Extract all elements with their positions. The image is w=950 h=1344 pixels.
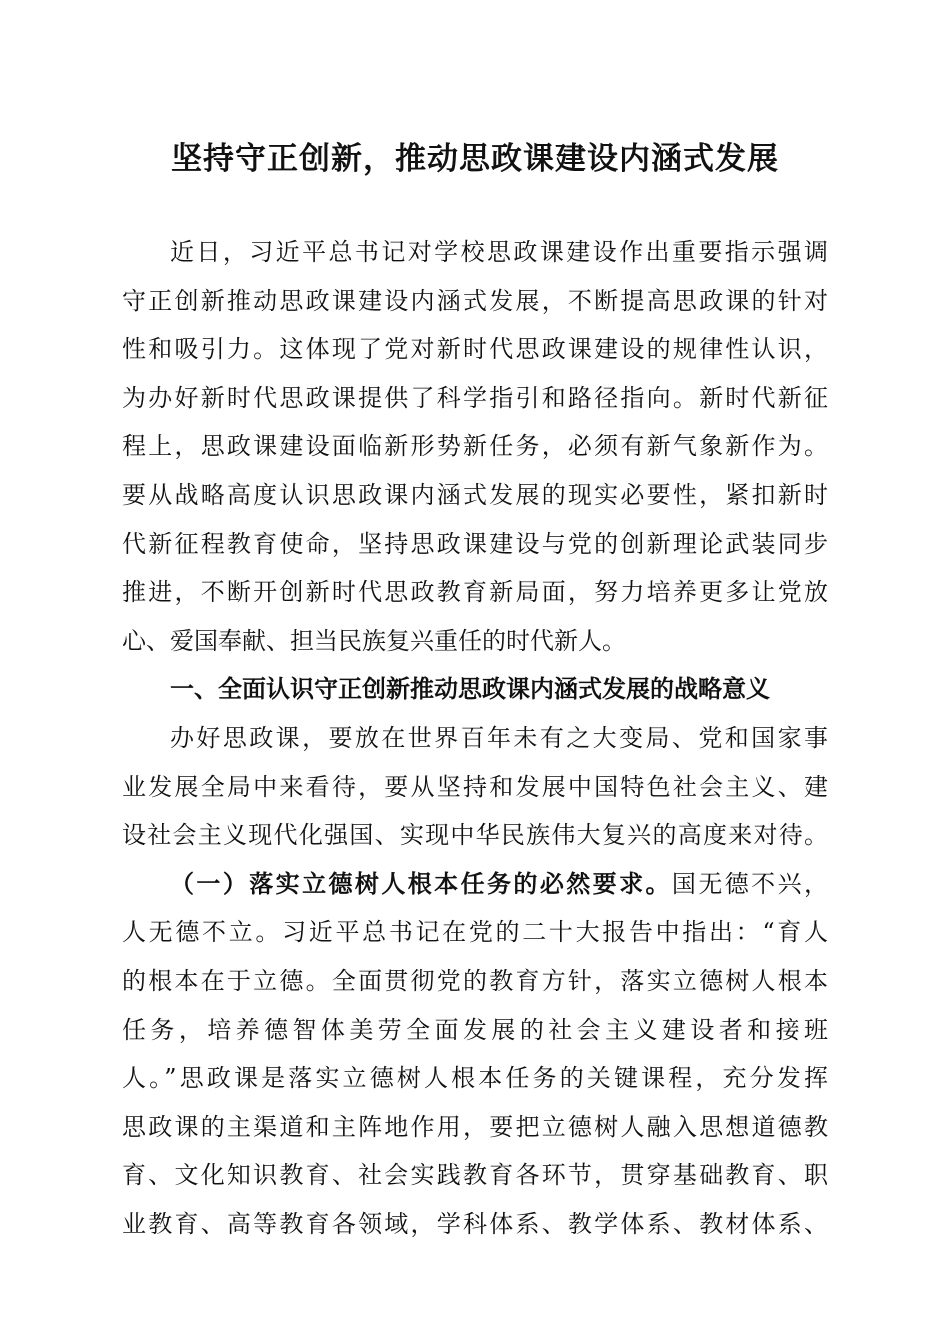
paragraph-2-line: 办好思政课，要放在世界百年未有之大变局、党和国家事 — [170, 723, 828, 752]
paragraph-2-line: 设社会主义现代化强国、实现中华民族伟大复兴的高度来对待。 — [122, 821, 828, 850]
paragraph-3-first-line — [122, 860, 828, 909]
paragraph-3-line: 育、文化知识教育、社会实践教育各环节，贯穿基础教育、职 — [122, 1161, 828, 1190]
paragraph-3-first-text: 国无德不兴， — [671, 869, 828, 898]
document-body — [122, 228, 828, 1248]
paragraph-1-line: 守正创新推动思政课建设内涵式发展，不断提高思政课的针对 — [122, 286, 828, 315]
paragraph-3-line: 任务，培养德智体美劳全面发展的社会主义建设者和接班 — [122, 1015, 828, 1044]
paragraph-3-line: 思政课的主渠道和主阵地作用，要把立德树人融入思想道德教 — [122, 1112, 828, 1141]
section-heading-1: 一、全面认识守正创新推动思政课内涵式发展的战略意义 — [170, 674, 770, 704]
document-title: 坚持守正创新，推动思政课建设内涵式发展 — [171, 141, 779, 177]
paragraph-3-line: 人。”思政课是落实立德树人根本任务的关键课程，充分发挥 — [122, 1064, 828, 1093]
paragraph-1-line: 心、爱国奉献、担当民族复兴重任的时代新人。 — [122, 626, 626, 655]
paragraph-3-line: 人无德不立。习近平总书记在党的二十大报告中指出：“育人 — [122, 918, 828, 947]
paragraph-3-line: 的根本在于立德。全面贯彻党的教育方针，落实立德树人根本 — [122, 966, 828, 995]
paragraph-1-line: 要从战略高度认识思政课内涵式发展的现实必要性，紧扣新时 — [122, 480, 828, 509]
paragraph-1-line: 推进，不断开创新时代思政教育新局面，努力培养更多让党放 — [122, 578, 828, 607]
subsection-heading-1: （一）落实立德树人根本任务的必然要求。 — [170, 868, 672, 898]
paragraph-1-line: 代新征程教育使命，坚持思政课建设与党的创新理论武装同步 — [122, 529, 828, 558]
paragraph-3-line: 业教育、高等教育各领域，学科体系、教学体系、教材体系、 — [122, 1209, 828, 1238]
paragraph-1-line: 程上，思政课建设面临新形势新任务，必须有新气象新作为。 — [122, 432, 828, 461]
paragraph-1-line: 近日，习近平总书记对学校思政课建设作出重要指示强调 — [170, 238, 828, 266]
paragraph-2-line: 业发展全局中来看待，要从坚持和发展中国特色社会主义、建 — [122, 772, 828, 801]
paragraph-1-line: 性和吸引力。这体现了党对新时代思政课建设的规律性认识， — [122, 335, 828, 364]
paragraph-1-line: 为办好新时代思政课提供了科学指引和路径指向。新时代新征 — [122, 383, 828, 412]
